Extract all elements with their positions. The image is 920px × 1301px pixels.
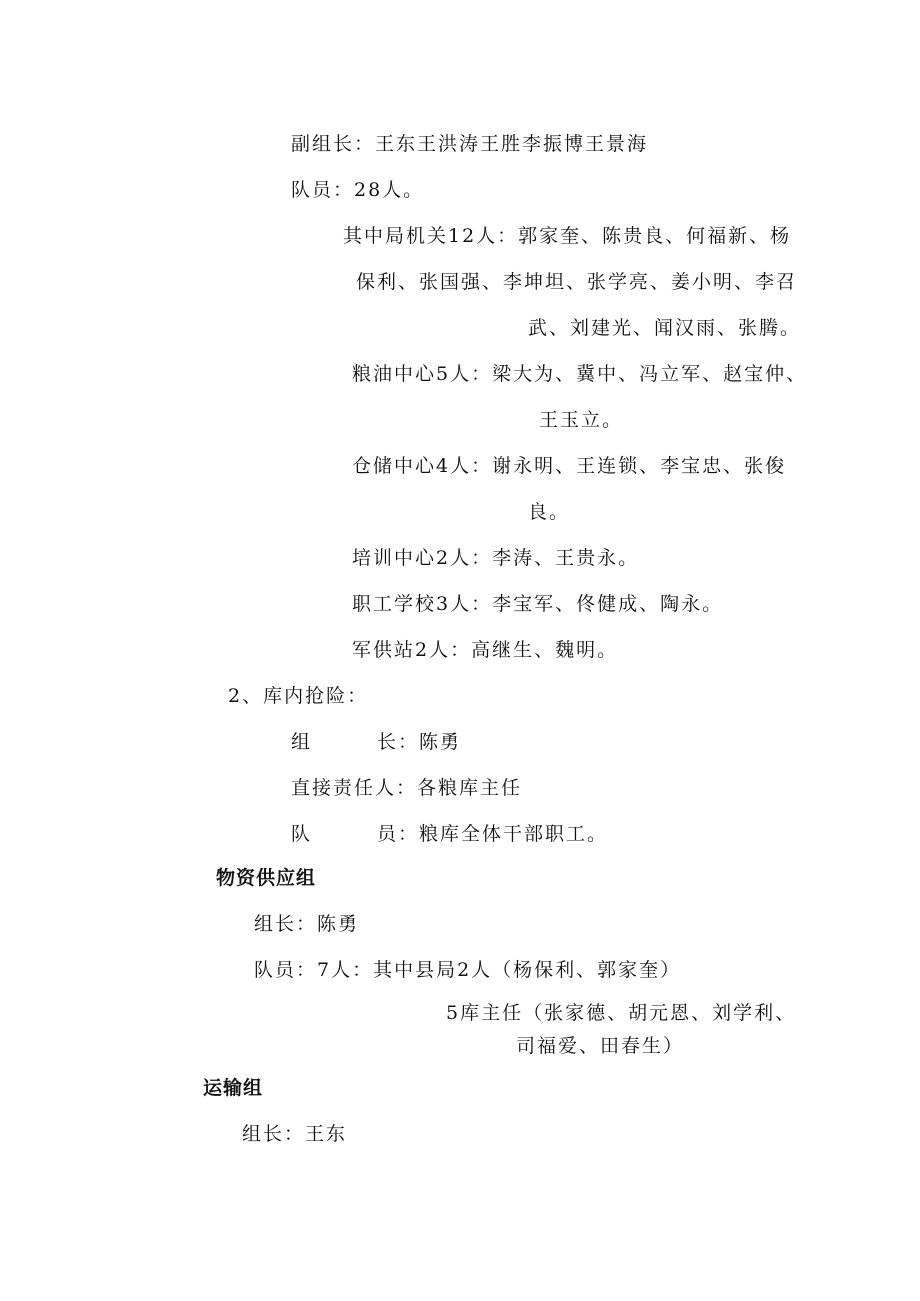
supply-members-line-3: 司福爱、田春生） [516,1035,685,1057]
supply-members-line-1: 队员：7人：其中县局2人（杨保利、郭家奎） [254,959,682,981]
supply-leader-line: 组长：陈勇 [254,913,360,935]
transport-leader-line: 组长：王东 [242,1123,348,1145]
storage-center-line-1: 仓储中心4人：谢永明、王连锁、李宝忠、张俊 [352,455,787,477]
members-total-line: 队员：28人。 [291,179,425,201]
military-supply-line: 军供站2人：高继生、魏明。 [352,639,619,661]
bureau-members-line-2: 保利、张国强、李坤坦、张学亮、姜小明、李召 [356,271,798,293]
responsible-person-line: 直接责任人：各粮库主任 [291,777,523,799]
supply-members-line-2: 5库主任（张家德、胡元恩、刘学利、 [446,1002,797,1024]
training-center-line: 培训中心2人：李涛、王贵永。 [352,547,640,569]
grain-center-line-1: 粮油中心5人：梁大为、冀中、冯立军、赵宝仲、 [352,363,808,385]
warehouse-members-line [291,825,608,844]
section-title-warehouse-rescue: 2、库内抢险： [228,685,369,707]
transport-group-heading: 运输组 [203,1077,264,1099]
leader-label-first-char: 组 [291,731,313,753]
storage-center-line-2: 良。 [528,501,571,523]
members-label-rest: 员：粮库全体干部职工。 [377,823,609,845]
members-label-first-char: 队 [291,823,313,845]
deputy-leaders-line: 副组长：王东王洪涛王胜李振博王景海 [291,133,649,155]
warehouse-leader-line [291,733,461,752]
bureau-members-line-3: 武、刘建光、闻汉雨、张腾。 [528,317,802,339]
leader-label-rest: 长：陈勇 [377,731,462,753]
staff-school-line: 职工学校3人：李宝军、佟健成、陶永。 [352,593,724,615]
bureau-members-line-1: 其中局机关12人：郭家奎、陈贵良、何福新、杨 [343,225,792,247]
grain-center-line-2: 王玉立。 [539,409,624,431]
supply-group-heading: 物资供应组 [216,867,317,889]
